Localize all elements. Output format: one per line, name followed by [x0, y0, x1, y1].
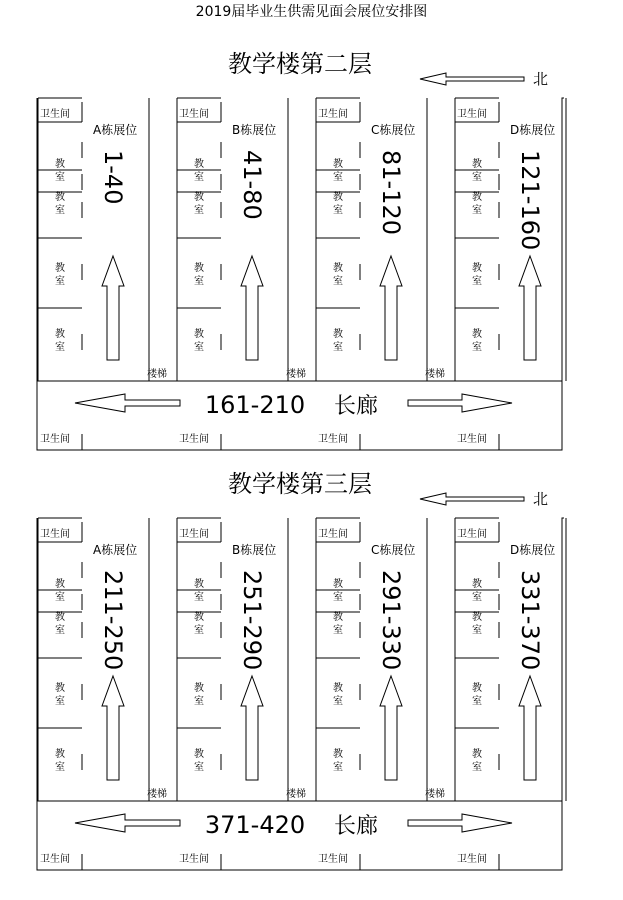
building-label: B栋展位	[232, 123, 277, 137]
building-b-block	[177, 518, 288, 801]
classroom-label: 教	[472, 192, 482, 203]
booth-range: 81-120	[377, 150, 405, 236]
up-arrow-icon	[102, 256, 124, 360]
classroom-label: 室	[333, 342, 343, 353]
classroom-label: 教	[194, 612, 204, 623]
booth-range-group	[516, 150, 544, 250]
booth-range: 1-40	[99, 150, 127, 205]
classroom-label: 室	[55, 762, 65, 773]
classroom-label: 室	[55, 592, 65, 603]
classroom-label: 教	[194, 683, 204, 694]
classroom-label: 教	[333, 579, 343, 590]
building-label: B栋展位	[232, 543, 277, 557]
classroom-label: 室	[333, 696, 343, 707]
corridor-label: 长廊	[333, 814, 379, 839]
classroom-label: 室	[194, 696, 204, 707]
north-label: 北	[533, 490, 549, 508]
restroom-label: 卫生间	[40, 854, 70, 865]
classroom-label: 室	[472, 205, 482, 216]
classroom-label: 室	[333, 592, 343, 603]
up-arrow-icon	[102, 676, 124, 780]
classroom-label: 室	[55, 625, 65, 636]
restroom-label: 卫生间	[179, 434, 209, 445]
classroom-label: 室	[194, 592, 204, 603]
restroom-label: 卫生间	[40, 529, 70, 540]
classroom-label: 教	[55, 612, 65, 623]
floor-heading: 教学楼第二层	[228, 50, 372, 78]
restroom-label: 卫生间	[318, 854, 348, 865]
stairs-label: 楼梯	[286, 369, 306, 380]
classroom-label: 教	[333, 192, 343, 203]
classroom-label: 教	[333, 263, 343, 274]
booth-range-group	[377, 150, 405, 235]
classroom-label: 教	[472, 263, 482, 274]
classroom-label: 室	[333, 276, 343, 287]
building-b-block	[177, 98, 288, 381]
classroom-label: 教	[55, 192, 65, 203]
corridor-range: 161-210	[204, 391, 306, 419]
classroom-label: 室	[194, 172, 204, 183]
classroom-label: 室	[55, 276, 65, 287]
building-label: C栋展位	[371, 123, 416, 137]
building-a-block	[38, 98, 149, 381]
building-label: D栋展位	[510, 123, 556, 137]
up-arrow-icon	[519, 256, 541, 360]
restroom-label: 卫生间	[457, 109, 487, 120]
classroom-label: 教	[333, 749, 343, 760]
floor-2-plan	[37, 50, 566, 450]
classroom-label: 教	[472, 329, 482, 340]
classroom-label: 室	[194, 205, 204, 216]
classroom-label: 室	[472, 625, 482, 636]
classroom-label: 室	[333, 762, 343, 773]
building-label: D栋展位	[510, 543, 556, 557]
restroom-label: 卫生间	[40, 434, 70, 445]
restroom-label: 卫生间	[40, 109, 70, 120]
classroom-label: 室	[472, 592, 482, 603]
corridor-label: 长廊	[333, 394, 379, 419]
restroom-label: 卫生间	[457, 529, 487, 540]
building-label: C栋展位	[371, 543, 416, 557]
booth-range: 211-250	[99, 570, 127, 671]
classroom-label: 教	[333, 159, 343, 170]
classroom-label: 教	[55, 329, 65, 340]
classroom-label: 教	[194, 263, 204, 274]
up-arrow-icon	[241, 256, 263, 360]
restroom-label: 卫生间	[179, 529, 209, 540]
diagram-title: 2019届毕业生供需见面会展位安排图	[195, 4, 428, 20]
classroom-label: 教	[194, 159, 204, 170]
classroom-label: 教	[55, 263, 65, 274]
building-label: A栋展位	[93, 123, 138, 137]
classroom-label: 室	[55, 205, 65, 216]
classroom-label: 室	[472, 762, 482, 773]
restroom-label: 卫生间	[179, 854, 209, 865]
stairs-label: 楼梯	[425, 369, 445, 380]
floor-heading: 教学楼第三层	[228, 470, 372, 498]
classroom-label: 室	[333, 625, 343, 636]
classroom-label: 教	[194, 329, 204, 340]
booth-range: 251-290	[238, 570, 266, 671]
classroom-label: 教	[333, 612, 343, 623]
restroom-label: 卫生间	[179, 109, 209, 120]
right-arrow-icon	[408, 814, 512, 832]
booth-range: 291-330	[377, 570, 405, 671]
building-label: A栋展位	[93, 543, 138, 557]
classroom-label: 教	[194, 749, 204, 760]
stairs-label: 楼梯	[147, 369, 167, 380]
booth-range-group	[516, 570, 544, 670]
classroom-label: 室	[333, 205, 343, 216]
classroom-label: 教	[472, 749, 482, 760]
classroom-label: 教	[55, 159, 65, 170]
classroom-label: 室	[55, 342, 65, 353]
classroom-label: 教	[55, 683, 65, 694]
building-d-block	[455, 98, 566, 381]
classroom-label: 室	[55, 696, 65, 707]
booth-range-group	[99, 570, 127, 670]
classroom-label: 教	[472, 683, 482, 694]
booth-range-group	[99, 150, 127, 204]
classroom-label: 教	[333, 329, 343, 340]
corridor-range: 371-420	[204, 811, 306, 839]
booth-range: 331-370	[516, 570, 544, 671]
north-arrow-icon	[420, 73, 524, 85]
classroom-label: 教	[472, 612, 482, 623]
booth-range-group	[377, 570, 405, 670]
classroom-label: 室	[194, 625, 204, 636]
up-arrow-icon	[380, 676, 402, 780]
classroom-label: 教	[55, 749, 65, 760]
building-c-block	[316, 518, 427, 801]
stairs-label: 楼梯	[286, 789, 306, 800]
classroom-label: 教	[333, 683, 343, 694]
classroom-label: 室	[55, 172, 65, 183]
classroom-label: 室	[194, 762, 204, 773]
classroom-label: 教	[194, 579, 204, 590]
right-arrow-icon	[408, 394, 512, 412]
stairs-label: 楼梯	[425, 789, 445, 800]
restroom-label: 卫生间	[318, 529, 348, 540]
up-arrow-icon	[519, 676, 541, 780]
classroom-label: 室	[194, 276, 204, 287]
restroom-label: 卫生间	[457, 854, 487, 865]
classroom-label: 室	[472, 276, 482, 287]
classroom-label: 教	[194, 192, 204, 203]
up-arrow-icon	[241, 676, 263, 780]
classroom-label: 室	[333, 172, 343, 183]
classroom-label: 室	[194, 342, 204, 353]
restroom-label: 卫生间	[318, 434, 348, 445]
building-c-block	[316, 98, 427, 381]
booth-range-group	[238, 150, 266, 220]
north-arrow-icon	[420, 493, 524, 505]
restroom-label: 卫生间	[457, 434, 487, 445]
left-arrow-icon	[75, 814, 180, 832]
left-arrow-icon	[75, 394, 180, 412]
building-a-block	[38, 518, 149, 801]
stairs-label: 楼梯	[147, 789, 167, 800]
classroom-label: 室	[472, 172, 482, 183]
restroom-label: 卫生间	[318, 109, 348, 120]
floor-3-plan	[37, 470, 566, 870]
classroom-label: 教	[55, 579, 65, 590]
classroom-label: 室	[472, 342, 482, 353]
up-arrow-icon	[380, 256, 402, 360]
classroom-label: 教	[472, 579, 482, 590]
booth-range: 41-80	[238, 150, 266, 220]
north-label: 北	[533, 70, 549, 88]
classroom-label: 教	[472, 159, 482, 170]
classroom-label: 室	[472, 696, 482, 707]
building-d-block	[455, 518, 566, 801]
booth-range-group	[238, 570, 266, 670]
booth-range: 121-160	[516, 150, 544, 251]
